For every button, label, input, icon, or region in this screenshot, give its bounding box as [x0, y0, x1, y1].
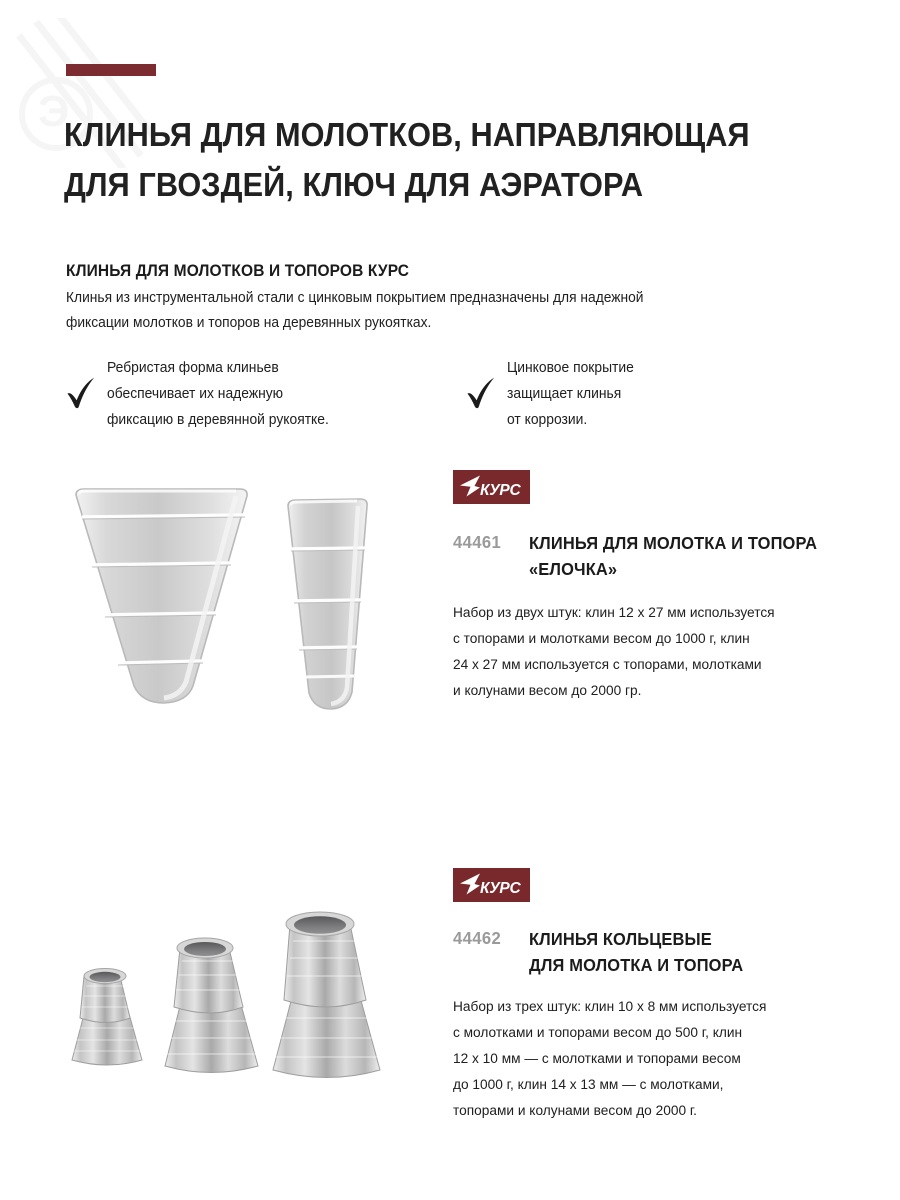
- feature-text-2: [507, 355, 634, 433]
- product-heading-44462: [453, 926, 853, 978]
- product-title-line-1: КЛИНЬЯ КОЛЬЦЕВЫЕ: [529, 929, 712, 949]
- product-card-44461: [0, 470, 900, 770]
- page-title-line-2: ДЛЯ ГВОЗДЕЙ, КЛЮЧ ДЛЯ АЭРАТОРА: [64, 166, 644, 204]
- svg-text:КУРС: КУРС: [480, 482, 521, 499]
- product-title: [529, 530, 817, 582]
- svg-text:КУРС: КУРС: [480, 880, 521, 897]
- feature-2-line-2: защищает клинья: [507, 386, 622, 402]
- page-title: [64, 110, 799, 210]
- product-info-44461: [453, 470, 853, 704]
- feature-item-2: [466, 355, 806, 433]
- product-article-number: 44462: [453, 928, 502, 948]
- product-photo-herringbone-wedges: [60, 470, 410, 720]
- product-title-line-2: ДЛЯ МОЛОТКА И ТОПОРА: [529, 955, 744, 975]
- feature-1-line-1: Ребристая форма клиньев: [107, 360, 279, 376]
- desc-line-4: до 1000 г, клин 14 х 13 мм — с молотками,: [453, 1077, 724, 1093]
- checkmark-icon: [66, 377, 96, 411]
- product-article-number: 44461: [453, 532, 502, 552]
- product-description: [453, 994, 839, 1124]
- product-info-44462: [453, 868, 853, 1124]
- intro-line-1: Клинья из инструментальной стали с цинковым покрытием предназначены для надежной: [66, 290, 644, 306]
- intro-line-2: фиксации молотков и топоров на деревянных рукоятках.: [66, 315, 432, 331]
- feature-2-line-3: от коррозии.: [507, 412, 588, 428]
- product-photo-ring-wedges: [60, 868, 410, 1118]
- section-title: КЛИНЬЯ ДЛЯ МОЛОТКОВ И ТОПОРОВ КУРС: [66, 261, 410, 280]
- desc-line-3: 12 х 10 мм — с молотками и топорами весом: [453, 1051, 741, 1067]
- svg-text:Э: Э: [38, 87, 70, 136]
- product-heading-44461: [453, 530, 853, 582]
- feature-1-line-2: обеспечивает их надежную: [107, 386, 284, 402]
- feature-1-line-3: фиксацию в деревянной рукоятке.: [107, 412, 329, 428]
- feature-item-1: [66, 355, 466, 433]
- kurs-brand-logo: [453, 470, 530, 504]
- page-title-line-1: КЛИНЬЯ ДЛЯ МОЛОТКОВ, НАПРАВЛЯЮЩАЯ: [64, 116, 750, 154]
- feature-2-line-1: Цинковое покрытие: [507, 360, 634, 376]
- product-title-line-1: КЛИНЬЯ ДЛЯ МОЛОТКА И ТОПОРА: [529, 533, 818, 553]
- intro-paragraph: [66, 286, 780, 336]
- product-description: [453, 600, 839, 704]
- desc-line-5: топорами и колунами весом до 2000 г.: [453, 1103, 697, 1119]
- desc-line-2: с молотками и топорами весом до 500 г, клин: [453, 1025, 743, 1041]
- desc-line-1: Набор из трех штук: клин 10 х 8 мм используется: [453, 999, 767, 1015]
- desc-line-2: с топорами и молотками весом до 1000 г, клин: [453, 631, 750, 647]
- desc-line-4: и колунами весом до 2000 гр.: [453, 683, 642, 699]
- kurs-brand-logo: [453, 868, 530, 902]
- product-card-44462: [0, 868, 900, 1158]
- feature-text-1: [107, 355, 329, 433]
- desc-line-3: 24 х 27 мм используется с топорами, молотками: [453, 657, 762, 673]
- accent-bar: [66, 64, 156, 76]
- feature-list: [66, 355, 826, 433]
- product-title-line-2: «ЕЛОЧКА»: [529, 559, 618, 579]
- checkmark-icon: [466, 377, 496, 411]
- product-title: [529, 926, 743, 978]
- desc-line-1: Набор из двух штук: клин 12 х 27 мм используется: [453, 605, 775, 621]
